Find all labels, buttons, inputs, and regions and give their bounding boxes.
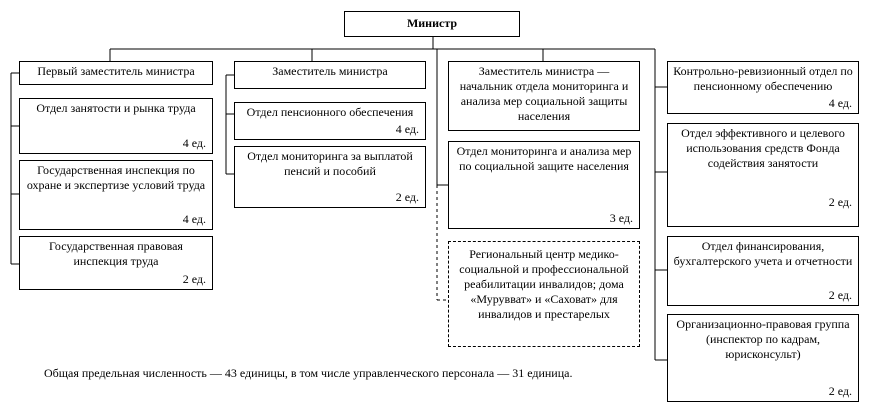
social-protection-monitoring-dept-name: Отдел мониторинга и анализа мер по социальной защите населения bbox=[456, 144, 632, 173]
legal-org-group-count: 2 ед. bbox=[828, 384, 852, 398]
social-protection-monitoring-dept-box bbox=[448, 141, 640, 229]
first-deputy-minister-label: Первый заместитель министра bbox=[37, 64, 195, 78]
rehabilitation-center-box bbox=[448, 241, 640, 347]
employment-fund-dept-name: Отдел эффективного и целевого использования средств Фонда содействия занятости bbox=[681, 126, 845, 170]
finance-accounting-dept-box bbox=[667, 236, 859, 306]
social-protection-monitoring-dept-count: 3 ед. bbox=[609, 211, 633, 225]
pension-dept-name: Отдел пенсионного обеспечения bbox=[246, 105, 414, 119]
pension-monitoring-dept-box bbox=[234, 146, 426, 208]
deputy-minister-monitoring-head-label: Заместитель министра — начальник отдела мониторинга и анализа мер социальной защиты населения bbox=[459, 64, 629, 123]
audit-dept-name: Контрольно-ревизионный отдел по пенсионному обеспечению bbox=[673, 64, 853, 93]
deputy-minister-box bbox=[234, 61, 426, 89]
headcount-note: Общая предельная численность — 43 единицы, в том числе управленческого персонала — 31 единица. bbox=[44, 366, 573, 380]
employment-fund-dept-box bbox=[667, 123, 859, 227]
labor-safety-inspection-box bbox=[19, 160, 213, 230]
pension-monitoring-dept-name: Отдел мониторинга за выплатой пенсий и пособий bbox=[247, 149, 413, 178]
finance-accounting-dept-count: 2 ед. bbox=[828, 288, 852, 302]
audit-dept-count: 4 ед. bbox=[828, 96, 852, 110]
pension-monitoring-dept-count: 2 ед. bbox=[395, 190, 419, 204]
employment-dept-box bbox=[19, 98, 213, 154]
employment-fund-dept-count: 2 ед. bbox=[828, 195, 852, 209]
legal-labor-inspection-name: Государственная правовая инспекция труда bbox=[49, 239, 183, 268]
rehabilitation-center-label: Региональный центр медико-социальной и профессиональной реабилитации инвалидов; дома «Мурувват» и «Саховат» для инвалидов и престарелых bbox=[459, 247, 629, 321]
audit-dept-box bbox=[667, 61, 859, 114]
employment-dept-name: Отдел занятости и рынка труда bbox=[36, 101, 196, 115]
pension-dept-count: 4 ед. bbox=[395, 122, 419, 136]
employment-dept-count: 4 ед. bbox=[182, 136, 206, 150]
minister-box bbox=[344, 11, 520, 37]
legal-org-group-name: Организационно-правовая группа (инспектор по кадрам, юрисконсульт) bbox=[676, 317, 850, 361]
legal-org-group-box bbox=[667, 314, 859, 402]
labor-safety-inspection-name: Государственная инспекция по охране и экспертизе условий труда bbox=[26, 163, 206, 192]
labor-safety-inspection-count: 4 ед. bbox=[182, 212, 206, 226]
minister-label: Министр bbox=[406, 16, 458, 30]
legal-labor-inspection-count: 2 ед. bbox=[182, 272, 206, 286]
deputy-minister-label: Заместитель министра bbox=[272, 64, 388, 78]
deputy-minister-monitoring-head-box bbox=[448, 61, 640, 131]
first-deputy-minister-box bbox=[19, 61, 213, 85]
pension-dept-box bbox=[234, 102, 426, 140]
finance-accounting-dept-name: Отдел финансирования, бухгалтерского учета и отчетности bbox=[673, 239, 853, 268]
legal-labor-inspection-box bbox=[19, 236, 213, 290]
